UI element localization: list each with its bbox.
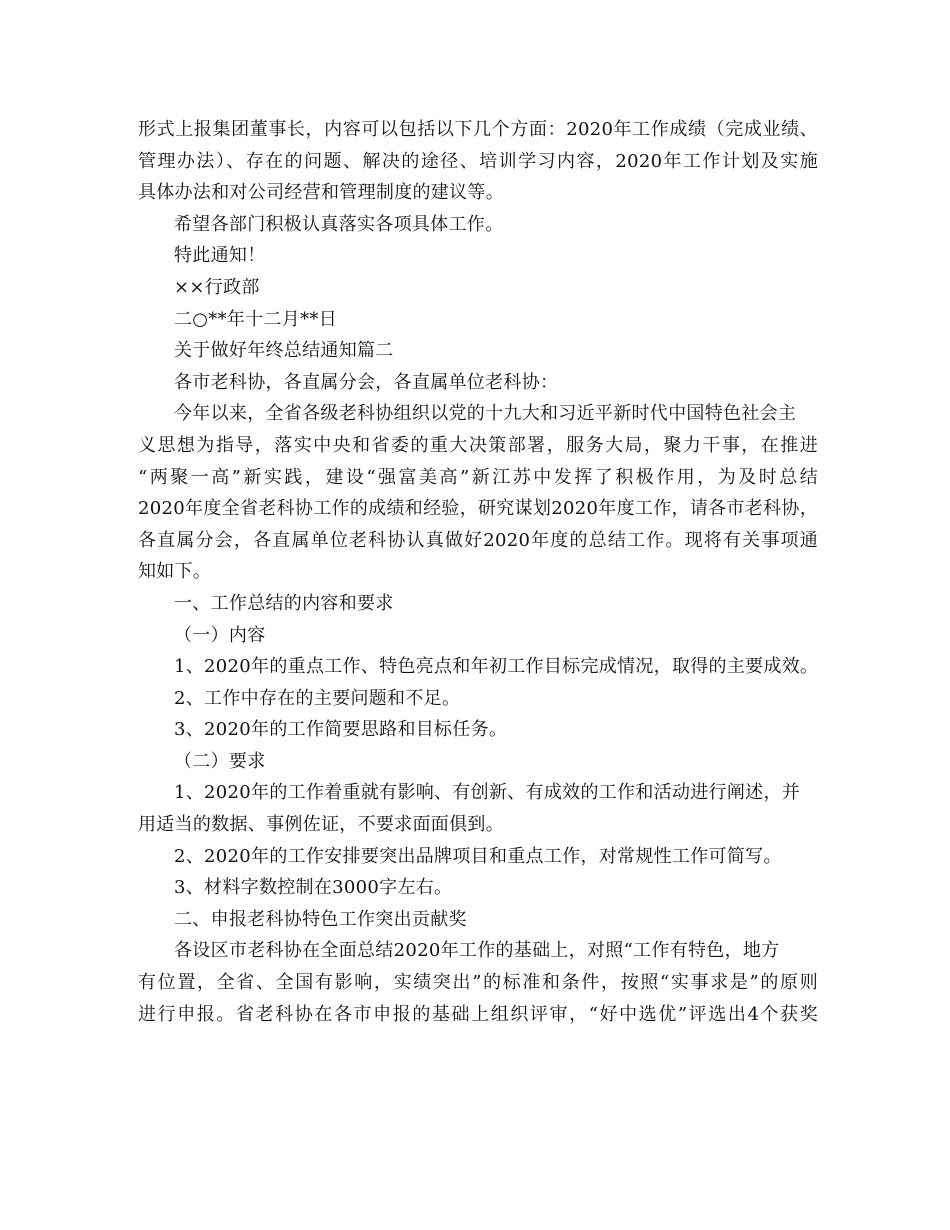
text-line: 3、2020年的工作简要思路和目标任务。 xyxy=(174,719,508,741)
text-line: 各直属分会，各直属单位老科协认真做好2020年度的总结工作。现将有关事项通 xyxy=(138,529,818,551)
text-line: ××行政部 xyxy=(174,276,260,298)
text-line: 1、2020年的重点工作、特色亮点和年初工作目标完成情况，取得的主要成效。 xyxy=(174,656,819,678)
text-line: 二、申报老科协特色工作突出贡献奖 xyxy=(174,908,467,930)
text-line: 各市老科协，各直属分会，各直属单位老科协： xyxy=(174,371,559,393)
text-line: 义思想为指导，落实中央和省委的重大决策部署，服务大局，聚力干事，在推进 xyxy=(138,434,818,456)
text-line: 一、工作总结的内容和要求 xyxy=(174,592,394,614)
text-line: 有位置，全省、全国有影响，实绩突出”的标准和条件，按照“实事求是”的原则 xyxy=(138,972,818,994)
document-body xyxy=(138,114,818,1030)
text-line: 3、材料字数控制在3000字左右。 xyxy=(174,877,453,899)
text-line: 希望各部门积极认真落实各项具体工作。 xyxy=(174,213,504,235)
text-line: 2、工作中存在的主要问题和不足。 xyxy=(174,687,461,709)
text-line: 特此通知！ xyxy=(174,245,266,267)
text-line: 二○**年十二月**日 xyxy=(174,308,338,330)
text-line: 各设区市老科协在全面总结2020年工作的基础上，对照“工作有特色，地方 xyxy=(174,940,780,962)
text-line: 具体办法和对公司经营和管理制度的建议等。 xyxy=(138,182,504,204)
text-line: 进行申报。省老科协在各市申报的基础上组织评审，“好中选优”评选出4个获奖 xyxy=(138,1003,818,1025)
text-line: “两聚一高”新实践，建设“强富美高”新江苏中发挥了积极作用，为及时总结 xyxy=(138,466,818,488)
text-line: 形式上报集团董事长，内容可以包括以下几个方面：2020年工作成绩（完成业绩、 xyxy=(138,119,818,140)
text-line: 知如下。 xyxy=(138,561,212,583)
text-line: 管理办法）、存在的问题、解决的途径、培训学习内容，2020年工作计划及实施 xyxy=(138,150,818,172)
text-line: 2、2020年的工作安排要突出品牌项目和重点工作，对常规性工作可简写。 xyxy=(174,845,782,867)
text-line: 2020年度全省老科协工作的成绩和经验，研究谋划2020年度工作，请各市老科协， xyxy=(138,498,818,520)
text-line: 1、2020年的工作着重就有影响、有创新、有成效的工作和活动进行阐述，并 xyxy=(174,782,801,804)
text-line: 今年以来，全省各级老科协组织以党的十九大和习近平新时代中国特色社会主 xyxy=(174,403,797,425)
text-line: （二）要求 xyxy=(174,750,266,772)
text-line: （一）内容 xyxy=(174,624,266,646)
text-line: 用适当的数据、事例佐证，不要求面面俱到。 xyxy=(138,814,504,836)
text-line: 关于做好年终总结通知篇二 xyxy=(174,340,394,362)
